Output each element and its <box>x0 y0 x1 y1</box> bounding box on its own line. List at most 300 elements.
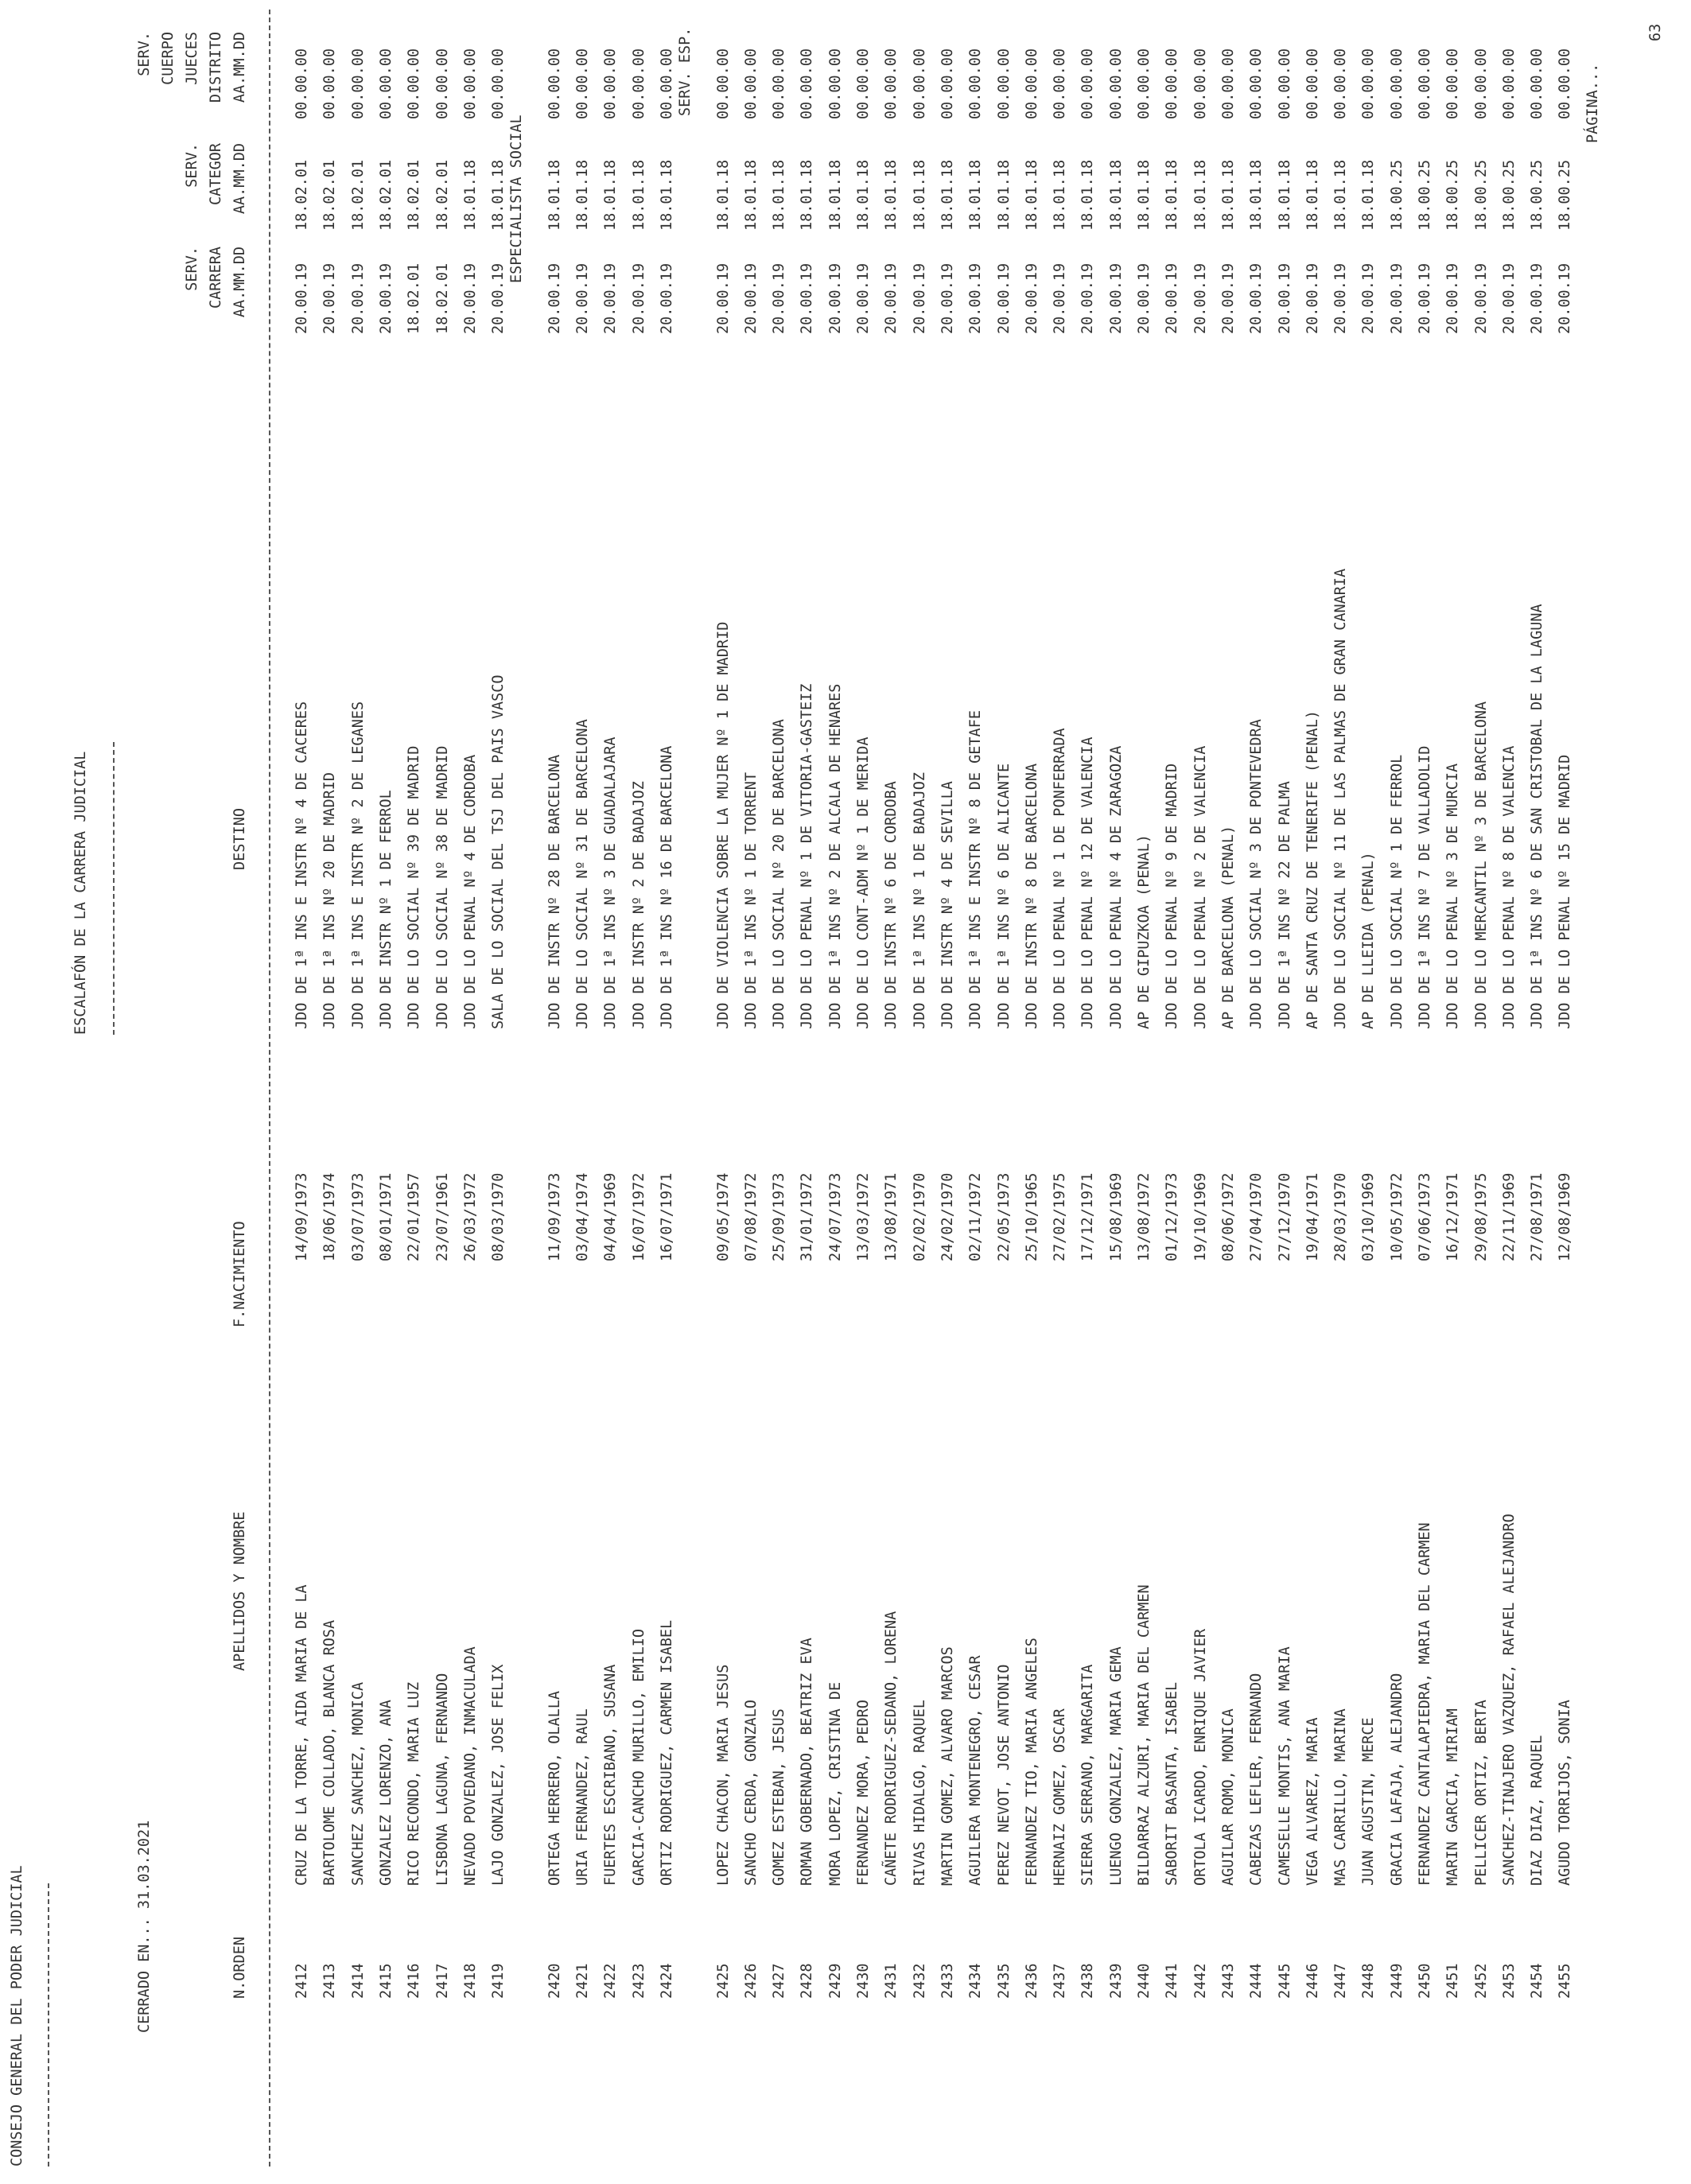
carrera-cell: 20.00.19 <box>462 262 479 334</box>
name-cell: AGUDO TORRIJOS, SONIA <box>1557 1700 1573 1886</box>
categor-cell: 18.01.18 <box>462 159 479 231</box>
name-cell: LUENGO GONZALEZ, MARIA GEMA <box>1108 1646 1125 1886</box>
destino-cell: JDO DE LO MERCANTIL Nº 3 DE BARCELONA <box>1473 701 1490 1029</box>
destino-cell: JDO DE LO PENAL Nº 15 DE MADRID <box>1557 754 1573 1029</box>
destino-cell: JDO DE LO PENAL Nº 12 DE VALENCIA <box>1079 736 1096 1029</box>
birth-cell: 14/09/1973 <box>293 1172 310 1261</box>
cuerpo-cell: 00.00.00 <box>1304 48 1321 119</box>
carrera-cell: 20.00.19 <box>799 262 815 334</box>
categor-cell: 18.01.18 <box>771 159 787 231</box>
categor-cell: 18.01.18 <box>574 159 591 231</box>
carrera-cell: 20.00.19 <box>659 262 675 334</box>
orden-cell: 2450 <box>1417 1963 1433 1999</box>
birth-cell: 09/05/1974 <box>715 1172 732 1261</box>
cuerpo-cell: 00.00.00 <box>1192 48 1209 119</box>
carrera-cell: 20.00.19 <box>1529 262 1545 334</box>
carrera-cell: 20.00.19 <box>546 262 563 334</box>
name-cell: SABORIT BASANTA, ISABEL <box>1164 1681 1180 1886</box>
destino-cell: JDO DE 1ª INS Nº 20 DE MADRID <box>321 771 338 1029</box>
cuerpo-cell: 00.00.00 <box>406 48 422 119</box>
name-cell: RICO RECONDO, MARIA LUZ <box>406 1681 422 1886</box>
cuerpo-cell: 00.00.00 <box>1360 48 1377 119</box>
carrera-cell: 20.00.19 <box>827 262 844 334</box>
cuerpo-cell: 00.00.00 <box>631 48 647 119</box>
orden-cell: 2428 <box>799 1963 815 1999</box>
cuerpo-cell: 00.00.00 <box>1473 48 1490 119</box>
cuerpo-cell: 00.00.00 <box>1079 48 1096 119</box>
birth-cell: 16/07/1971 <box>659 1172 675 1261</box>
name-cell: MARTIN GOMEZ, ALVARO MARCOS <box>939 1646 956 1886</box>
destino-cell: JDO DE VIOLENCIA SOBRE LA MUJER Nº 1 DE MADRID <box>715 621 732 1029</box>
categor-cell: 18.01.18 <box>967 159 984 231</box>
page-label: PÁGINA... <box>1584 63 1601 143</box>
destino-cell: JDO DE LO PENAL Nº 9 DE MADRID <box>1164 763 1180 1029</box>
destino-cell: JDO DE 1ª INS Nº 1 DE BADAJOZ <box>912 771 928 1029</box>
birth-cell: 25/09/1973 <box>771 1172 787 1261</box>
categor-cell: 18.01.18 <box>1024 159 1040 231</box>
orden-cell: 2432 <box>912 1963 928 1999</box>
birth-cell: 13/08/1972 <box>1136 1172 1153 1261</box>
destino-cell: JDO DE INSTR Nº 1 DE FERROL <box>378 790 395 1029</box>
cuerpo-cell: 00.00.00 <box>321 48 338 119</box>
carrera-cell: 20.00.19 <box>883 262 900 334</box>
name-cell: GOMEZ ESTEBAN, JESUS <box>771 1708 787 1886</box>
birth-cell: 12/08/1969 <box>1557 1172 1573 1261</box>
destino-cell: JDO DE LO PENAL Nº 2 DE VALENCIA <box>1192 745 1209 1029</box>
name-cell: SANCHO CERDA, GONZALO <box>743 1700 760 1886</box>
carrera-cell: 20.00.19 <box>574 262 591 334</box>
cuerpo-cell: 00.00.00 <box>1220 48 1237 119</box>
org-name: CONSEJO GENERAL DEL PODER JUDICIAL <box>9 1865 25 2167</box>
carrera-cell: 20.00.19 <box>855 262 872 334</box>
orden-cell: 2443 <box>1220 1963 1237 1999</box>
carrera-cell: 20.00.19 <box>1444 262 1461 334</box>
destino-cell: JDO DE 1ª INS E INSTR Nº 2 DE LEGANES <box>350 701 367 1029</box>
orden-cell: 2420 <box>546 1963 563 1999</box>
col-cuerpo-4: DISTRITO <box>208 32 224 103</box>
destino-cell: JDO DE LO PENAL Nº 3 DE MURCIA <box>1444 763 1461 1029</box>
destino-cell: JDO DE 1ª INS Nº 22 DE PALMA <box>1277 781 1293 1029</box>
carrera-cell: 20.00.19 <box>1248 262 1265 334</box>
orden-cell: 2442 <box>1192 1963 1209 1999</box>
carrera-cell: 20.00.19 <box>490 262 507 334</box>
orden-cell: 2438 <box>1079 1963 1096 1999</box>
col-destino: DESTINO <box>231 808 248 870</box>
name-cell: GRACIA LAFAJA, ALEJANDRO <box>1389 1673 1405 1886</box>
destino-cell: JDO DE LO SOCIAL Nº 39 DE MADRID <box>406 745 422 1029</box>
cuerpo-cell: 00.00.00 <box>659 48 675 119</box>
page-number: 63 <box>1647 23 1664 41</box>
carrera-cell: 20.00.19 <box>1473 262 1490 334</box>
col-nombre: APELLIDOS Y NOMBRE <box>231 1511 248 1671</box>
destino-cell: JDO DE 1ª INS Nº 1 DE TORRENT <box>743 771 760 1029</box>
categor-cell: 18.01.18 <box>799 159 815 231</box>
carrera-cell: 20.00.19 <box>1192 262 1209 334</box>
orden-cell: 2455 <box>1557 1963 1573 1999</box>
name-cell: HERNAIZ GOMEZ, OSCAR <box>1052 1708 1068 1886</box>
destino-cell: JDO DE LO PENAL Nº 8 DE VALENCIA <box>1501 745 1518 1029</box>
name-cell: SANCHEZ SANCHEZ, MONICA <box>350 1681 367 1886</box>
orden-cell: 2412 <box>293 1963 310 1999</box>
name-cell: SIERRA SERRANO, MARGARITA <box>1079 1664 1096 1886</box>
categor-cell: 18.01.18 <box>1164 159 1180 231</box>
carrera-cell: 20.00.19 <box>321 262 338 334</box>
cuerpo-cell: 00.00.00 <box>967 48 984 119</box>
birth-cell: 31/01/1972 <box>799 1172 815 1261</box>
categor-cell: 18.00.25 <box>1501 159 1518 231</box>
destino-cell: JDO DE LO PENAL Nº 1 DE VITORIA-GASTEIZ <box>799 683 815 1029</box>
birth-cell: 22/11/1969 <box>1501 1172 1518 1261</box>
header-rule <box>269 10 270 2167</box>
carrera-cell: 20.00.19 <box>912 262 928 334</box>
cuerpo-cell: 00.00.00 <box>293 48 310 119</box>
cuerpo-cell: 00.00.00 <box>434 48 451 119</box>
name-cell: FUERTES ESCRIBANO, SUSANA <box>602 1664 619 1886</box>
destino-cell: JDO DE LO SOCIAL Nº 1 DE FERROL <box>1389 754 1405 1029</box>
categor-cell: 18.01.18 <box>715 159 732 231</box>
destino-cell: AP DE BARCELONA (PENAL) <box>1220 825 1237 1029</box>
birth-cell: 25/10/1965 <box>1024 1172 1040 1261</box>
carrera-cell: 20.00.19 <box>1164 262 1180 334</box>
carrera-cell: 20.00.19 <box>771 262 787 334</box>
carrera-cell: 20.00.19 <box>1220 262 1237 334</box>
categor-cell: 18.01.18 <box>631 159 647 231</box>
birth-cell: 04/04/1969 <box>602 1172 619 1261</box>
cuerpo-cell: 00.00.00 <box>855 48 872 119</box>
categor-cell: 18.00.25 <box>1389 159 1405 231</box>
destino-cell: JDO DE LO SOCIAL Nº 3 DE PONTEVEDRA <box>1248 719 1265 1029</box>
categor-cell: 18.00.25 <box>1444 159 1461 231</box>
cuerpo-cell: 00.00.00 <box>715 48 732 119</box>
cuerpo-cell: 00.00.00 <box>462 48 479 119</box>
name-cell: GARCIA-CANCHO MURILLO, EMILIO <box>631 1628 647 1886</box>
birth-cell: 08/06/1972 <box>1220 1172 1237 1261</box>
orden-cell: 2416 <box>406 1963 422 1999</box>
orden-cell: 2423 <box>631 1963 647 1999</box>
orden-cell: 2417 <box>434 1963 451 1999</box>
carrera-cell: 20.00.19 <box>1277 262 1293 334</box>
orden-cell: 2445 <box>1277 1963 1293 1999</box>
cuerpo-cell: 00.00.00 <box>1277 48 1293 119</box>
name-cell: AGUILAR ROMO, MONICA <box>1220 1708 1237 1886</box>
cuerpo-cell: 00.00.00 <box>378 48 395 119</box>
cuerpo-cell: 00.00.00 <box>1529 48 1545 119</box>
cuerpo-cell: 00.00.00 <box>1164 48 1180 119</box>
orden-cell: 2431 <box>883 1963 900 1999</box>
categor-cell: 18.01.18 <box>827 159 844 231</box>
categor-cell: 18.01.18 <box>659 159 675 231</box>
orden-cell: 2419 <box>490 1963 507 1999</box>
categor-cell: 18.01.18 <box>1220 159 1237 231</box>
cuerpo-cell: 00.00.00 <box>1501 48 1518 119</box>
categor-cell: 18.01.18 <box>912 159 928 231</box>
carrera-cell: 18.02.01 <box>434 262 451 334</box>
name-cell: ORTEGA HERRERO, OLALLA <box>546 1690 563 1886</box>
carrera-cell: 20.00.19 <box>715 262 732 334</box>
destino-cell: JDO DE LO PENAL Nº 4 DE ZARAGOZA <box>1108 745 1125 1029</box>
col-cuerpo-1: SERV. <box>136 32 153 76</box>
orden-cell: 2424 <box>659 1963 675 1999</box>
cuerpo-cell: 00.00.00 <box>883 48 900 119</box>
orden-cell: 2415 <box>378 1963 395 1999</box>
report-title: ESCALAFÓN DE LA CARRERA JUDICIAL <box>72 751 89 1035</box>
destino-cell: JDO DE LO SOCIAL Nº 31 DE BARCELONA <box>574 719 591 1029</box>
cuerpo-cell: 00.00.00 <box>912 48 928 119</box>
categor-cell: 18.00.25 <box>1473 159 1490 231</box>
col-cuerpo-2: CUERPO <box>160 32 177 85</box>
name-cell: AGUILERA MONTENEGRO, CESAR <box>967 1655 984 1886</box>
destino-cell: JDO DE INSTR Nº 6 DE CORDOBA <box>883 781 900 1029</box>
birth-cell: 15/08/1969 <box>1108 1172 1125 1261</box>
birth-cell: 11/09/1973 <box>546 1172 563 1261</box>
categor-cell: 18.02.01 <box>293 159 310 231</box>
carrera-cell: 20.00.19 <box>1304 262 1321 334</box>
col-carrera-2: CARRERA <box>208 247 224 309</box>
birth-cell: 07/06/1973 <box>1417 1172 1433 1261</box>
closed-date: CERRADO EN... 31.03.2021 <box>136 1820 153 2033</box>
birth-cell: 19/10/1969 <box>1192 1172 1209 1261</box>
section-especialista: ESPECIALISTA SOCIAL <box>508 115 525 283</box>
categor-cell: 18.00.25 <box>1417 159 1433 231</box>
orden-cell: 2425 <box>715 1963 732 1999</box>
orden-cell: 2426 <box>743 1963 760 1999</box>
categor-cell: 18.02.01 <box>434 159 451 231</box>
categor-cell: 18.01.18 <box>883 159 900 231</box>
section-serv-esp: SERV. ESP. <box>677 27 694 116</box>
cuerpo-cell: 00.00.00 <box>1444 48 1461 119</box>
categor-cell: 18.00.25 <box>1557 159 1573 231</box>
cuerpo-cell: 00.00.00 <box>1557 48 1573 119</box>
carrera-cell: 20.00.19 <box>1052 262 1068 334</box>
destino-cell: JDO DE 1ª INS Nº 6 DE SAN CRISTOBAL DE LA LAGUNA <box>1529 604 1545 1029</box>
orden-cell: 2421 <box>574 1963 591 1999</box>
orden-cell: 2429 <box>827 1963 844 1999</box>
categor-cell: 18.01.18 <box>855 159 872 231</box>
orden-cell: 2434 <box>967 1963 984 1999</box>
cuerpo-cell: 00.00.00 <box>771 48 787 119</box>
cuerpo-cell: 00.00.00 <box>1332 48 1349 119</box>
categor-cell: 18.01.18 <box>1332 159 1349 231</box>
cuerpo-cell: 00.00.00 <box>1389 48 1405 119</box>
destino-cell: JDO DE LO PENAL Nº 4 DE CORDOBA <box>462 754 479 1029</box>
name-cell: FERNANDEZ MORA, PEDRO <box>855 1700 872 1886</box>
carrera-cell: 18.02.01 <box>406 262 422 334</box>
cuerpo-cell: 00.00.00 <box>490 48 507 119</box>
orden-cell: 2446 <box>1304 1963 1321 1999</box>
name-cell: NEVADO POVEDANO, INMACULADA <box>462 1646 479 1886</box>
destino-cell: JDO DE 1ª INS Nº 6 DE ALICANTE <box>996 763 1013 1029</box>
title-underline <box>113 742 115 1035</box>
cuerpo-cell: 00.00.00 <box>743 48 760 119</box>
org-underline <box>48 1883 49 2167</box>
birth-cell: 19/04/1971 <box>1304 1172 1321 1261</box>
categor-cell: 18.02.01 <box>350 159 367 231</box>
birth-cell: 27/12/1970 <box>1277 1172 1293 1261</box>
birth-cell: 29/08/1975 <box>1473 1172 1490 1261</box>
birth-cell: 24/07/1973 <box>827 1172 844 1261</box>
birth-cell: 08/01/1971 <box>378 1172 395 1261</box>
categor-cell: 18.01.18 <box>1136 159 1153 231</box>
carrera-cell: 20.00.19 <box>350 262 367 334</box>
destino-cell: JDO DE INSTR Nº 2 DE BADAJOZ <box>631 781 647 1029</box>
categor-cell: 18.01.18 <box>546 159 563 231</box>
name-cell: MAS CARRILLO, MARINA <box>1332 1708 1349 1886</box>
carrera-cell: 20.00.19 <box>1389 262 1405 334</box>
birth-cell: 07/08/1972 <box>743 1172 760 1261</box>
destino-cell: JDO DE 1ª INS E INSTR Nº 4 DE CACERES <box>293 701 310 1029</box>
name-cell: DIAZ DIAZ, RAQUEL <box>1529 1735 1545 1886</box>
destino-cell: JDO DE 1ª INS Nº 2 DE ALCALA DE HENARES <box>827 683 844 1029</box>
destino-cell: AP DE LLEIDA (PENAL) <box>1360 852 1377 1029</box>
categor-cell: 18.01.18 <box>1277 159 1293 231</box>
destino-cell: JDO DE INSTR Nº 28 DE BARCELONA <box>546 754 563 1029</box>
carrera-cell: 20.00.19 <box>1501 262 1518 334</box>
destino-cell: JDO DE LO SOCIAL Nº 11 DE LAS PALMAS DE GRAN CANARIA <box>1332 568 1349 1029</box>
carrera-cell: 20.00.19 <box>939 262 956 334</box>
carrera-cell: 20.00.19 <box>1557 262 1573 334</box>
orden-cell: 2454 <box>1529 1963 1545 1999</box>
categor-cell: 18.02.01 <box>378 159 395 231</box>
col-categor-3: AA.MM.DD <box>231 143 248 215</box>
carrera-cell: 20.00.19 <box>1024 262 1040 334</box>
birth-cell: 03/10/1969 <box>1360 1172 1377 1261</box>
destino-cell: JDO DE LO PENAL Nº 1 DE PONFERRADA <box>1052 728 1068 1029</box>
name-cell: BILDARRAZ ALZURI, MARIA DEL CARMEN <box>1136 1584 1153 1886</box>
categor-cell: 18.01.18 <box>1304 159 1321 231</box>
name-cell: ORTOLA ICARDO, ENRIQUE JAVIER <box>1192 1628 1209 1886</box>
orden-cell: 2453 <box>1501 1963 1518 1999</box>
categor-cell: 18.01.18 <box>602 159 619 231</box>
birth-cell: 27/04/1970 <box>1248 1172 1265 1261</box>
orden-cell: 2444 <box>1248 1963 1265 1999</box>
carrera-cell: 20.00.19 <box>1079 262 1096 334</box>
birth-cell: 27/02/1975 <box>1052 1172 1068 1261</box>
name-cell: CABEZAS LEFLER, FERNANDO <box>1248 1673 1265 1886</box>
cuerpo-cell: 00.00.00 <box>1136 48 1153 119</box>
birth-cell: 01/12/1973 <box>1164 1172 1180 1261</box>
name-cell: LOPEZ CHACON, MARIA JESUS <box>715 1664 732 1886</box>
orden-cell: 2414 <box>350 1963 367 1999</box>
birth-cell: 22/01/1957 <box>406 1172 422 1261</box>
carrera-cell: 20.00.19 <box>743 262 760 334</box>
col-nacimiento: F.NACIMIENTO <box>231 1221 248 1327</box>
categor-cell: 18.01.18 <box>1360 159 1377 231</box>
orden-cell: 2433 <box>939 1963 956 1999</box>
cuerpo-cell: 00.00.00 <box>1248 48 1265 119</box>
carrera-cell: 20.00.19 <box>1136 262 1153 334</box>
birth-cell: 24/02/1970 <box>939 1172 956 1261</box>
orden-cell: 2441 <box>1164 1963 1180 1999</box>
orden-cell: 2436 <box>1024 1963 1040 1999</box>
orden-cell: 2447 <box>1332 1963 1349 1999</box>
birth-cell: 16/07/1972 <box>631 1172 647 1261</box>
categor-cell: 18.02.01 <box>321 159 338 231</box>
cuerpo-cell: 00.00.00 <box>546 48 563 119</box>
name-cell: LAJO GONZALEZ, JOSE FELIX <box>490 1664 507 1886</box>
categor-cell: 18.01.18 <box>939 159 956 231</box>
name-cell: CAÑETE RODRIGUEZ-SEDANO, LORENA <box>883 1611 900 1886</box>
col-categor-2: CATEGOR <box>208 143 224 205</box>
birth-cell: 03/04/1974 <box>574 1172 591 1261</box>
cuerpo-cell: 00.00.00 <box>1052 48 1068 119</box>
birth-cell: 22/05/1973 <box>996 1172 1013 1261</box>
cuerpo-cell: 00.00.00 <box>1417 48 1433 119</box>
name-cell: MARIN GARCIA, MIRIAM <box>1444 1708 1461 1886</box>
cuerpo-cell: 00.00.00 <box>1024 48 1040 119</box>
cuerpo-cell: 00.00.00 <box>574 48 591 119</box>
orden-cell: 2440 <box>1136 1963 1153 1999</box>
cuerpo-cell: 00.00.00 <box>799 48 815 119</box>
categor-cell: 18.01.18 <box>1079 159 1096 231</box>
name-cell: PEREZ NEVOT, JOSE ANTONIO <box>996 1664 1013 1886</box>
col-cuerpo-5: AA.MM.DD <box>231 32 248 103</box>
carrera-cell: 20.00.19 <box>631 262 647 334</box>
carrera-cell: 20.00.19 <box>378 262 395 334</box>
cuerpo-cell: 00.00.00 <box>827 48 844 119</box>
orden-cell: 2451 <box>1444 1963 1461 1999</box>
orden-cell: 2413 <box>321 1963 338 1999</box>
orden-cell: 2430 <box>855 1963 872 1999</box>
birth-cell: 13/03/1972 <box>855 1172 872 1261</box>
carrera-cell: 20.00.19 <box>1332 262 1349 334</box>
birth-cell: 28/03/1970 <box>1332 1172 1349 1261</box>
birth-cell: 26/03/1972 <box>462 1172 479 1261</box>
carrera-cell: 20.00.19 <box>996 262 1013 334</box>
categor-cell: 18.01.18 <box>1248 159 1265 231</box>
orden-cell: 2448 <box>1360 1963 1377 1999</box>
name-cell: ROMAN GOBERNADO, BEATRIZ EVA <box>799 1638 815 1886</box>
col-carrera-3: AA.MM.DD <box>231 247 248 318</box>
name-cell: URIA FERNANDEZ, RAUL <box>574 1708 591 1886</box>
destino-cell: JDO DE LO CONT-ADM Nº 1 DE MERIDA <box>855 736 872 1029</box>
destino-cell: JDO DE 1ª INS Nº 7 DE VALLADOLID <box>1417 745 1433 1029</box>
destino-cell: AP DE GIPUZKOA (PENAL) <box>1136 834 1153 1029</box>
name-cell: CAMESELLE MONTIS, ANA MARIA <box>1277 1646 1293 1886</box>
categor-cell: 18.01.18 <box>996 159 1013 231</box>
birth-cell: 17/12/1971 <box>1079 1172 1096 1261</box>
carrera-cell: 20.00.19 <box>1360 262 1377 334</box>
carrera-cell: 20.00.19 <box>967 262 984 334</box>
birth-cell: 27/08/1971 <box>1529 1172 1545 1261</box>
orden-cell: 2439 <box>1108 1963 1125 1999</box>
orden-cell: 2422 <box>602 1963 619 1999</box>
categor-cell: 18.01.18 <box>1108 159 1125 231</box>
orden-cell: 2452 <box>1473 1963 1490 1999</box>
destino-cell: JDO DE INSTR Nº 8 DE BARCELONA <box>1024 763 1040 1029</box>
col-categor-1: SERV. <box>184 143 200 188</box>
name-cell: FERNANDEZ CANTALAPIEDRA, MARIA DEL CARMEN <box>1417 1522 1433 1886</box>
name-cell: LISBONA LAGUNA, FERNANDO <box>434 1673 451 1886</box>
cuerpo-cell: 00.00.00 <box>350 48 367 119</box>
birth-cell: 23/07/1961 <box>434 1172 451 1261</box>
destino-cell: JDO DE INSTR Nº 4 DE SEVILLA <box>939 781 956 1029</box>
carrera-cell: 20.00.19 <box>602 262 619 334</box>
orden-cell: 2418 <box>462 1963 479 1999</box>
col-orden: N.ORDEN <box>231 1937 248 1999</box>
orden-cell: 2427 <box>771 1963 787 1999</box>
cuerpo-cell: 00.00.00 <box>996 48 1013 119</box>
birth-cell: 13/08/1971 <box>883 1172 900 1261</box>
cuerpo-cell: 00.00.00 <box>602 48 619 119</box>
destino-cell: JDO DE 1ª INS Nº 3 DE GUADALAJARA <box>602 736 619 1029</box>
categor-cell: 18.00.25 <box>1529 159 1545 231</box>
name-cell: SANCHEZ-TINAJERO VAZQUEZ, RAFAEL ALEJANDRO <box>1501 1514 1518 1886</box>
birth-cell: 10/05/1972 <box>1389 1172 1405 1261</box>
destino-cell: JDO DE LO SOCIAL Nº 38 DE MADRID <box>434 745 451 1029</box>
carrera-cell: 20.00.19 <box>1417 262 1433 334</box>
destino-cell: JDO DE 1ª INS Nº 16 DE BARCELONA <box>659 745 675 1029</box>
birth-cell: 02/02/1970 <box>912 1172 928 1261</box>
